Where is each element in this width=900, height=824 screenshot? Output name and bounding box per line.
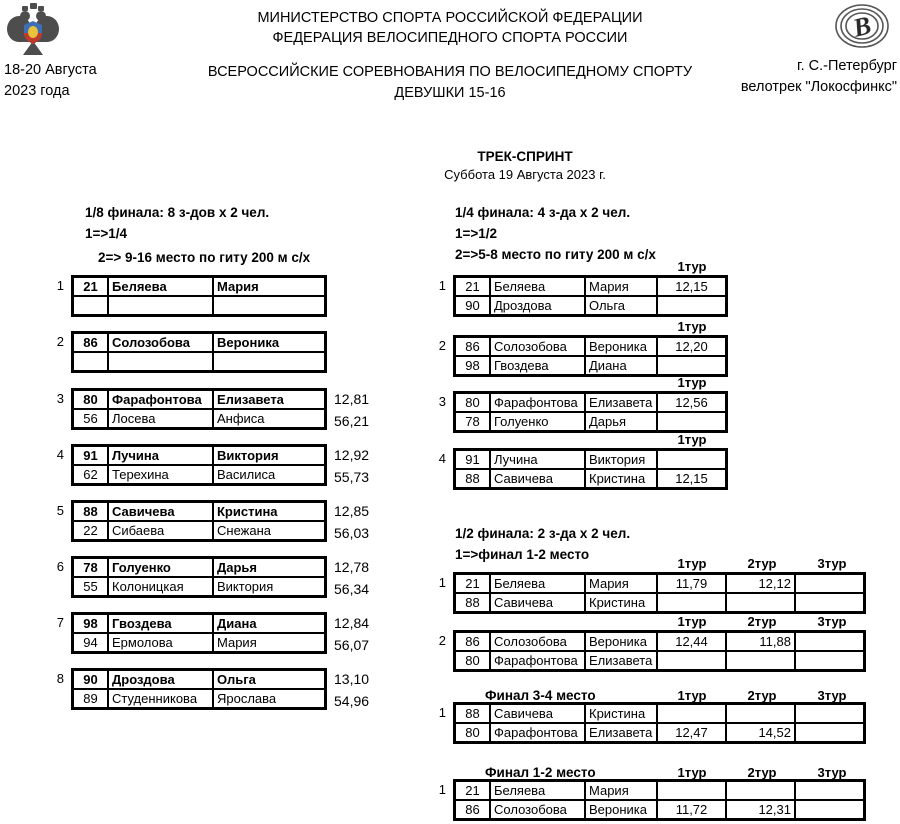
heat-number: 2 bbox=[438, 338, 446, 353]
rider-row bbox=[455, 574, 864, 593]
lastname-cell: Солозобова bbox=[490, 632, 585, 651]
bib-cell: 88 bbox=[73, 502, 108, 521]
event-dates bbox=[4, 60, 144, 102]
heat-table bbox=[453, 391, 728, 433]
heat-number: 5 bbox=[56, 503, 64, 518]
rider-row bbox=[73, 446, 325, 465]
eighth-final-rule2: 2=> 9-16 место по гиту 200 м с/х bbox=[98, 250, 311, 265]
time-cell-tour3 bbox=[795, 781, 864, 800]
lastname-cell: Солозобова bbox=[490, 800, 585, 819]
heat-number: 7 bbox=[56, 615, 64, 630]
heat-table bbox=[71, 444, 327, 486]
lastname-cell: Голуенко bbox=[108, 558, 213, 577]
tour-header: 1тур bbox=[677, 375, 707, 390]
tour-header: 2тур bbox=[747, 614, 777, 629]
lastname-cell: Фарафонтова bbox=[490, 723, 585, 742]
time-cell bbox=[657, 412, 726, 431]
firstname-cell: Василиса bbox=[213, 465, 325, 484]
bib-cell: 22 bbox=[73, 521, 108, 540]
bib-cell: 80 bbox=[73, 390, 108, 409]
firstname-cell: Виктория bbox=[585, 450, 657, 469]
heat-number: 3 bbox=[56, 391, 64, 406]
rider-row bbox=[455, 723, 864, 742]
time-row2: 56,07 bbox=[334, 636, 370, 653]
lastname-cell: Лосева bbox=[108, 409, 213, 428]
heat-table bbox=[71, 556, 327, 598]
tour-header: 1тур bbox=[677, 688, 707, 703]
time-cell-tour2: 11,88 bbox=[726, 632, 795, 651]
time-cell-tour1 bbox=[657, 593, 726, 612]
heat-table bbox=[453, 630, 866, 672]
rider-row bbox=[73, 390, 325, 409]
heat-number: 2 bbox=[438, 633, 446, 648]
heat-number: 2 bbox=[56, 334, 64, 349]
firstname-cell: Виктория bbox=[213, 577, 325, 596]
heat-table bbox=[71, 331, 327, 373]
time-row2: 56,34 bbox=[334, 580, 370, 597]
firstname-cell: Виктория bbox=[213, 446, 325, 465]
bib-cell: 98 bbox=[455, 356, 490, 375]
time-cell-tour1 bbox=[657, 651, 726, 670]
bib-cell: 98 bbox=[73, 614, 108, 633]
time-cell: 12,20 bbox=[657, 337, 726, 356]
firstname-cell: Кристина bbox=[585, 704, 657, 723]
bib-cell: 21 bbox=[455, 277, 490, 296]
time-cell-tour2 bbox=[726, 593, 795, 612]
bib-cell: 55 bbox=[73, 577, 108, 596]
heat-number: 1 bbox=[438, 705, 446, 720]
firstname-cell: Елизавета bbox=[585, 723, 657, 742]
tour-header: 2тур bbox=[747, 556, 777, 571]
heat-table bbox=[453, 702, 866, 744]
time-cell-tour1 bbox=[657, 704, 726, 723]
rider-row bbox=[73, 409, 325, 428]
firstname-cell: Ольга bbox=[585, 296, 657, 315]
lastname-cell: Савичева bbox=[490, 469, 585, 488]
eighth-final-header bbox=[85, 202, 310, 268]
firstname-cell: Вероника bbox=[585, 337, 657, 356]
lastname-cell: Беляева bbox=[490, 277, 585, 296]
lastname-cell: Лучина bbox=[490, 450, 585, 469]
lastname-cell: Колоницкая bbox=[108, 577, 213, 596]
bib-cell: 62 bbox=[73, 465, 108, 484]
firstname-cell: Диана bbox=[585, 356, 657, 375]
rider-row bbox=[455, 800, 864, 819]
tour-header: 1тур bbox=[677, 259, 707, 274]
rider-row bbox=[73, 502, 325, 521]
dates-line1: 18-20 Августа bbox=[4, 62, 97, 78]
time-row2: 56,21 bbox=[334, 412, 370, 429]
lastname-cell: Дроздова bbox=[108, 670, 213, 689]
time-cell-tour1: 12,47 bbox=[657, 723, 726, 742]
lastname-cell: Фарафонтова bbox=[490, 651, 585, 670]
firstname-cell: Вероника bbox=[585, 632, 657, 651]
firstname-cell: Мария bbox=[213, 633, 325, 652]
firstname-cell: Кристина bbox=[585, 469, 657, 488]
bib-cell: 88 bbox=[455, 469, 490, 488]
heat-times bbox=[334, 613, 369, 656]
title-line1: ВСЕРОССИЙСКИЕ СОРЕВНОВАНИЯ ПО ВЕЛОСИПЕДНОМУ СПОРТУ bbox=[207, 64, 693, 80]
firstname-cell: Мария bbox=[585, 781, 657, 800]
firstname-cell bbox=[213, 352, 325, 371]
final-title-1-2: Финал 1-2 место bbox=[485, 765, 596, 780]
rider-row bbox=[455, 704, 864, 723]
lastname-cell: Фарафонтова bbox=[108, 390, 213, 409]
heat-table bbox=[453, 572, 866, 614]
rider-row bbox=[455, 593, 864, 612]
bib-cell: 80 bbox=[455, 651, 490, 670]
bib-cell: 86 bbox=[455, 337, 490, 356]
heat-table bbox=[71, 612, 327, 654]
firstname-cell: Елизавета bbox=[213, 390, 325, 409]
heat-number: 1 bbox=[438, 575, 446, 590]
time-cell-tour2 bbox=[726, 651, 795, 670]
lastname-cell: Ермолова bbox=[108, 633, 213, 652]
quarter-final-rule2: 2=>5-8 место по гиту 200 м с/х bbox=[455, 247, 656, 262]
time-cell-tour3 bbox=[795, 723, 864, 742]
time-cell-tour1: 11,72 bbox=[657, 800, 726, 819]
firstname-cell: Анфиса bbox=[213, 409, 325, 428]
rider-row bbox=[73, 465, 325, 484]
firstname-cell: Вероника bbox=[585, 800, 657, 819]
ministry-line2: ФЕДЕРАЦИЯ ВЕЛОСИПЕДНОГО СПОРТА РОССИИ bbox=[272, 30, 628, 46]
lastname-cell: Гвоздева bbox=[490, 356, 585, 375]
dates-line2: 2023 года bbox=[4, 83, 70, 99]
quarter-final-header bbox=[455, 202, 656, 265]
heat-table bbox=[71, 388, 327, 430]
bib-cell: 21 bbox=[73, 277, 108, 296]
time-row1: 12,85 bbox=[334, 503, 370, 519]
rider-row bbox=[73, 277, 325, 296]
firstname-cell: Елизавета bbox=[585, 651, 657, 670]
eighth-final-rule1: 1=>1/4 bbox=[85, 226, 128, 241]
location-line2: велотрек "Локосфинкс" bbox=[740, 79, 897, 95]
heat-table bbox=[71, 275, 327, 317]
bib-cell: 91 bbox=[73, 446, 108, 465]
firstname-cell bbox=[213, 296, 325, 315]
time-row1: 13,10 bbox=[334, 671, 370, 687]
heat-number: 3 bbox=[438, 394, 446, 409]
tour-header: 3тур bbox=[817, 765, 847, 780]
rider-row bbox=[73, 689, 325, 708]
time-cell: 12,15 bbox=[657, 469, 726, 488]
lastname-cell: Савичева bbox=[108, 502, 213, 521]
time-cell-tour2: 12,12 bbox=[726, 574, 795, 593]
tour-header: 2тур bbox=[747, 688, 777, 703]
tour-header: 3тур bbox=[817, 614, 847, 629]
time-cell: 12,15 bbox=[657, 277, 726, 296]
tour-header: 1тур bbox=[677, 432, 707, 447]
time-cell-tour3 bbox=[795, 704, 864, 723]
bib-cell: 21 bbox=[455, 781, 490, 800]
bib-cell: 86 bbox=[73, 333, 108, 352]
quarter-final-rule1: 1=>1/2 bbox=[455, 226, 498, 241]
heat-times bbox=[334, 389, 369, 432]
bib-cell: 91 bbox=[455, 450, 490, 469]
bib-cell bbox=[73, 352, 108, 371]
firstname-cell: Диана bbox=[213, 614, 325, 633]
rider-row bbox=[73, 614, 325, 633]
semi-final-rule1: 1=>финал 1-2 место bbox=[455, 547, 590, 562]
bib-cell: 88 bbox=[455, 704, 490, 723]
ministry-line1: МИНИСТЕРСТВО СПОРТА РОССИЙСКОЙ ФЕДЕРАЦИИ bbox=[257, 10, 643, 26]
lastname-cell: Терехина bbox=[108, 465, 213, 484]
time-cell-tour2: 14,52 bbox=[726, 723, 795, 742]
rider-row bbox=[73, 296, 325, 315]
svg-text:В: В bbox=[850, 10, 875, 43]
firstname-cell: Дарья bbox=[213, 558, 325, 577]
time-row2: 56,03 bbox=[334, 524, 370, 541]
lastname-cell: Беляева bbox=[490, 781, 585, 800]
rider-row bbox=[455, 393, 726, 412]
final-title-3-4: Финал 3-4 место bbox=[485, 688, 596, 703]
discipline-title: ТРЕК-СПРИНТ bbox=[477, 149, 573, 164]
rider-row bbox=[455, 469, 726, 488]
event-date: Суббота 19 Августа 2023 г. bbox=[444, 167, 606, 182]
bib-cell: 86 bbox=[455, 632, 490, 651]
rider-row bbox=[73, 633, 325, 652]
heat-number: 4 bbox=[438, 451, 446, 466]
heat-table bbox=[453, 335, 728, 377]
lastname-cell: Дроздова bbox=[490, 296, 585, 315]
bib-cell: 78 bbox=[455, 412, 490, 431]
time-cell-tour1: 11,79 bbox=[657, 574, 726, 593]
rider-row bbox=[455, 781, 864, 800]
bib-cell: 21 bbox=[455, 574, 490, 593]
heat-times bbox=[334, 669, 369, 712]
heat-number: 6 bbox=[56, 559, 64, 574]
heat-table bbox=[453, 448, 728, 490]
lastname-cell: Фарафонтова bbox=[490, 393, 585, 412]
lastname-cell: Беляева bbox=[108, 277, 213, 296]
firstname-cell: Вероника bbox=[213, 333, 325, 352]
time-row1: 12,92 bbox=[334, 447, 370, 463]
rider-row bbox=[455, 651, 864, 670]
lastname-cell: Голуенко bbox=[490, 412, 585, 431]
heat-table bbox=[453, 275, 728, 317]
quarter-final-title: 1/4 финала: 4 з-да х 2 чел. bbox=[455, 205, 631, 220]
heat-number: 1 bbox=[438, 278, 446, 293]
time-row2: 54,96 bbox=[334, 692, 370, 709]
lastname-cell: Солозобова bbox=[490, 337, 585, 356]
time-cell bbox=[657, 356, 726, 375]
tour-header: 1тур bbox=[677, 319, 707, 334]
time-cell-tour2: 12,31 bbox=[726, 800, 795, 819]
bib-cell: 88 bbox=[455, 593, 490, 612]
semi-final-title: 1/2 финала: 2 з-да х 2 чел. bbox=[455, 526, 631, 541]
heat-times bbox=[334, 501, 369, 544]
rider-row bbox=[73, 333, 325, 352]
event-location bbox=[700, 56, 897, 98]
time-cell-tour1: 12,44 bbox=[657, 632, 726, 651]
firstname-cell: Мария bbox=[213, 277, 325, 296]
bib-cell: 90 bbox=[73, 670, 108, 689]
lastname-cell: Лучина bbox=[108, 446, 213, 465]
bib-cell: 78 bbox=[73, 558, 108, 577]
rider-row bbox=[455, 412, 726, 431]
tour-header: 1тур bbox=[677, 614, 707, 629]
lokosfinks-velodrome-logo-icon bbox=[832, 2, 892, 50]
rider-row bbox=[73, 577, 325, 596]
lastname-cell: Савичева bbox=[490, 593, 585, 612]
bib-cell: 56 bbox=[73, 409, 108, 428]
time-row1: 12,81 bbox=[334, 391, 370, 407]
time-row1: 12,84 bbox=[334, 615, 370, 631]
rider-row bbox=[73, 670, 325, 689]
time-cell-tour3 bbox=[795, 651, 864, 670]
bib-cell: 90 bbox=[455, 296, 490, 315]
rider-row bbox=[455, 296, 726, 315]
lastname-cell bbox=[108, 296, 213, 315]
lastname-cell: Сибаева bbox=[108, 521, 213, 540]
time-cell-tour3 bbox=[795, 632, 864, 651]
time-cell bbox=[657, 296, 726, 315]
time-cell-tour2 bbox=[726, 704, 795, 723]
bib-cell: 94 bbox=[73, 633, 108, 652]
bib-cell: 80 bbox=[455, 393, 490, 412]
firstname-cell: Кристина bbox=[213, 502, 325, 521]
lastname-cell: Гвоздева bbox=[108, 614, 213, 633]
firstname-cell: Снежана bbox=[213, 521, 325, 540]
firstname-cell: Мария bbox=[585, 574, 657, 593]
firstname-cell: Мария bbox=[585, 277, 657, 296]
rider-row bbox=[455, 450, 726, 469]
firstname-cell: Ольга bbox=[213, 670, 325, 689]
firstname-cell: Ярослава bbox=[213, 689, 325, 708]
rider-row bbox=[455, 337, 726, 356]
bib-cell: 80 bbox=[455, 723, 490, 742]
heat-table bbox=[453, 779, 866, 821]
lastname-cell: Солозобова bbox=[108, 333, 213, 352]
tour-header: 1тур bbox=[677, 765, 707, 780]
location-line1: г. С.-Петербург bbox=[797, 58, 897, 74]
heat-times bbox=[334, 445, 369, 488]
lastname-cell bbox=[108, 352, 213, 371]
bib-cell bbox=[73, 296, 108, 315]
bib-cell: 86 bbox=[455, 800, 490, 819]
lastname-cell: Студенникова bbox=[108, 689, 213, 708]
time-cell: 12,56 bbox=[657, 393, 726, 412]
time-cell-tour3 bbox=[795, 800, 864, 819]
title-line2: ДЕВУШКИ 15-16 bbox=[394, 85, 506, 101]
rider-row bbox=[455, 356, 726, 375]
heat-number: 4 bbox=[56, 447, 64, 462]
heat-number: 1 bbox=[438, 782, 446, 797]
eighth-final-title: 1/8 финала: 8 з-дов х 2 чел. bbox=[85, 205, 270, 220]
tour-header: 3тур bbox=[817, 556, 847, 571]
time-cell-tour2 bbox=[726, 781, 795, 800]
heat-table bbox=[71, 668, 327, 710]
lastname-cell: Савичева bbox=[490, 704, 585, 723]
firstname-cell: Дарья bbox=[585, 412, 657, 431]
rider-row bbox=[455, 277, 726, 296]
rider-row bbox=[73, 352, 325, 371]
tour-header: 2тур bbox=[747, 765, 777, 780]
lastname-cell: Беляева bbox=[490, 574, 585, 593]
ministry-header bbox=[150, 8, 750, 48]
time-cell bbox=[657, 450, 726, 469]
bib-cell: 89 bbox=[73, 689, 108, 708]
time-cell-tour1 bbox=[657, 781, 726, 800]
time-row2: 55,73 bbox=[334, 468, 370, 485]
time-cell-tour3 bbox=[795, 593, 864, 612]
rider-row bbox=[73, 558, 325, 577]
heat-number: 8 bbox=[56, 671, 64, 686]
time-row1: 12,78 bbox=[334, 559, 370, 575]
tour-header: 3тур bbox=[817, 688, 847, 703]
rider-row bbox=[455, 632, 864, 651]
heat-table bbox=[71, 500, 327, 542]
rider-row bbox=[73, 521, 325, 540]
tour-header: 1тур bbox=[677, 556, 707, 571]
firstname-cell: Елизавета bbox=[585, 393, 657, 412]
semi-final-header bbox=[455, 523, 630, 565]
heat-number: 1 bbox=[56, 278, 64, 293]
competition-title bbox=[150, 62, 750, 104]
time-cell-tour3 bbox=[795, 574, 864, 593]
event-block bbox=[340, 148, 710, 184]
russia-coat-of-arms-icon bbox=[6, 3, 60, 63]
firstname-cell: Кристина bbox=[585, 593, 657, 612]
heat-times bbox=[334, 557, 369, 600]
